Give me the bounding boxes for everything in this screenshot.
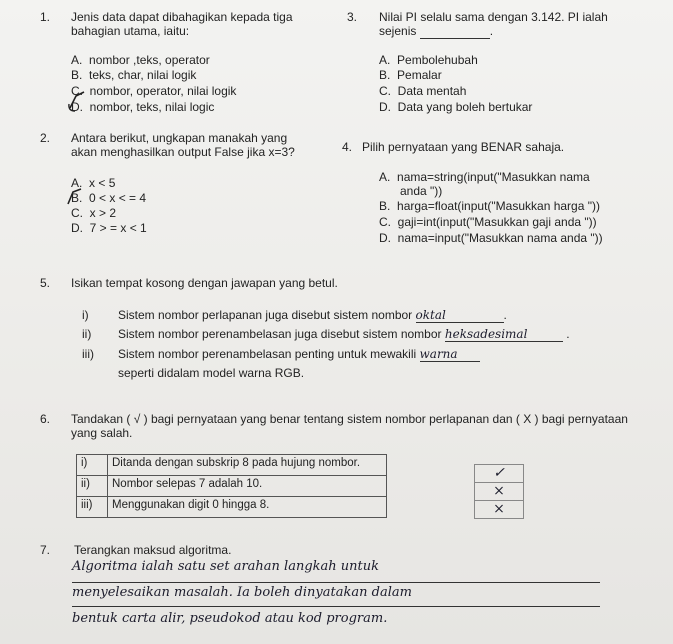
- q4-option-c[interactable]: C. gaji=int(input("Masukkan gaji anda ")): [379, 215, 597, 229]
- q6-row2-text: Nombor selepas 7 adalah 10.: [108, 476, 387, 497]
- q6-number: 6.: [40, 412, 51, 426]
- q4-text: Pilih pernyataan yang BENAR sahaja.: [362, 140, 565, 154]
- q3-text-line1: Nilai PI selalu sama dengan 3.142. PI ialah: [379, 10, 608, 24]
- q2-option-d[interactable]: D. 7 > = x < 1: [71, 221, 147, 235]
- q6-row1-index: i): [77, 455, 108, 476]
- q1-answer-mark-icon: [66, 88, 88, 114]
- q7-text: Terangkan maksud algoritma.: [74, 543, 232, 557]
- q2-option-b[interactable]: B. 0 < x < = 4: [71, 191, 147, 205]
- q1-option-d[interactable]: D. nombor, teks, nilai logic: [71, 100, 215, 114]
- q5-number: 5.: [40, 276, 51, 290]
- q2-text-line2: akan menghasilkan output False jika x=3?: [71, 145, 295, 159]
- q3-number: 3.: [347, 10, 358, 24]
- q7-answer-line1[interactable]: Algoritma ialah satu set arahan langkah untuk: [72, 559, 379, 574]
- q6-text-line2: yang salah.: [71, 426, 133, 440]
- q2-option-a[interactable]: A. x < 5: [71, 176, 116, 190]
- q1-text-line1: Jenis data dapat dibahagikan kepada tiga: [71, 10, 293, 24]
- q1-option-c[interactable]: C. nombor, operator, nilai logik: [71, 84, 237, 98]
- q5-item3-answer[interactable]: warna: [420, 347, 480, 362]
- q3-option-b[interactable]: B. Pemalar: [379, 68, 442, 82]
- q5-item2-index: ii): [82, 327, 92, 341]
- q6-answer-boxes: [474, 464, 524, 519]
- q1-number: 1.: [40, 10, 51, 24]
- q6-answer-box-1[interactable]: ✓: [475, 465, 523, 483]
- q6-row3-index: iii): [77, 497, 108, 518]
- q5-item2-answer[interactable]: heksadesimal: [445, 327, 563, 342]
- q1-option-b[interactable]: B. teks, char, nilai logik: [71, 68, 197, 82]
- q5-item1-index: i): [82, 308, 89, 322]
- q4-option-d[interactable]: D. nama=input("Masukkan nama anda ")): [379, 231, 603, 245]
- q1-text-line2: bahagian utama, iaitu:: [71, 24, 190, 38]
- q5-item1: Sistem nombor perlapanan juga disebut sistem nombor oktal .: [118, 308, 507, 322]
- q4-option-a-cont: anda ")): [400, 184, 443, 198]
- q2-number: 2.: [40, 131, 51, 145]
- q5-item2: Sistem nombor perenambelasan juga disebut sistem nombor heksadesimal .: [118, 327, 570, 341]
- q3-option-c[interactable]: C. Data mentah: [379, 84, 467, 98]
- table-row: [77, 476, 387, 497]
- q5-text: Isikan tempat kosong dengan jawapan yang betul.: [71, 276, 338, 290]
- q3-blank[interactable]: [420, 24, 490, 39]
- q5-item3-index: iii): [82, 347, 94, 361]
- q2-answer-mark-icon: [64, 186, 86, 208]
- q4-option-a[interactable]: A. nama=string(input("Masukkan nama: [379, 170, 590, 184]
- q5-item3-cont: seperti didalam model warna RGB.: [118, 366, 305, 380]
- q3-text-line2: sejenis .: [379, 24, 494, 38]
- q7-answer-line3[interactable]: bentuk carta alir, pseudokod atau kod program.: [72, 611, 388, 626]
- q6-text-line1: Tandakan ( √ ) bagi pernyataan yang benar tentang sistem nombor perlapanan dan ( X ) bagi pernyataan: [71, 412, 628, 426]
- q6-row3-text: Menggunakan digit 0 hingga 8.: [108, 497, 387, 518]
- q6-row1-text: Ditanda dengan subskrip 8 pada hujung nombor.: [108, 455, 387, 476]
- q6-statement-table: [76, 454, 387, 518]
- q2-text-line1: Antara berikut, ungkapan manakah yang: [71, 131, 288, 145]
- q7-writing-line-2: [72, 606, 600, 607]
- q3-option-a[interactable]: A. Pembolehubah: [379, 53, 478, 67]
- table-row: [77, 455, 387, 476]
- q4-option-b[interactable]: B. harga=float(input("Masukkan harga ")): [379, 199, 600, 213]
- q5-item1-answer[interactable]: oktal: [416, 308, 504, 323]
- q7-answer-line2[interactable]: menyelesaikan masalah. Ia boleh dinyatakan dalam: [72, 585, 412, 600]
- q6-row2-index: ii): [77, 476, 108, 497]
- table-row: [77, 497, 387, 518]
- q6-answer-box-3[interactable]: ×: [493, 501, 505, 517]
- q5-item3: Sistem nombor perenambelasan penting untuk mewakili warna: [118, 347, 480, 362]
- q6-answer-box-2[interactable]: ×: [475, 483, 523, 501]
- q7-writing-line-1: [72, 582, 600, 583]
- q1-option-a[interactable]: A. nombor ,teks, operator: [71, 53, 210, 67]
- q2-option-c[interactable]: C. x > 2: [71, 206, 117, 220]
- q3-option-d[interactable]: D. Data yang boleh bertukar: [379, 100, 533, 114]
- q4-number: 4.: [342, 140, 353, 154]
- q7-number: 7.: [40, 543, 51, 557]
